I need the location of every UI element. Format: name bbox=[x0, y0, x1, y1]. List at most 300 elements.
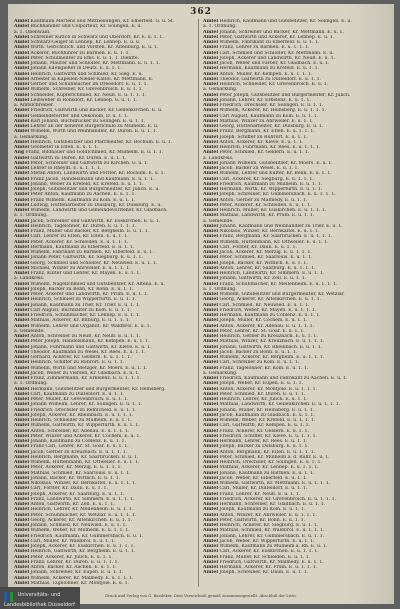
entry-name: Amſel bbox=[203, 244, 219, 250]
entry-text: Anton, Gaſtwirth, Kr. Zell. E. u. 1. 1. bbox=[30, 502, 115, 507]
entry-name: Amſel bbox=[203, 234, 219, 240]
entry-text: Wilhelm, Kaufmann zu Mülheim a. Rh. E. u. 1. bbox=[219, 544, 328, 549]
document-page bbox=[8, 4, 394, 604]
entry-text: Wilhelm, Hüttenmann, Kr. Ottweiler. E. u. 1. 1. bbox=[30, 460, 140, 465]
entry-text: Peter, Ackerer, Kr. Schleiden. E. u. 1. 1. bbox=[219, 202, 312, 208]
entry-text: Johann, Schmied, Kr. Neuwied. E. u. 1. 1. bbox=[30, 523, 127, 528]
entry-name: Amſel bbox=[203, 92, 219, 98]
entry-text: Joſeph, Schreiner, Kr. Daun. E. u. 1. 1. bbox=[219, 570, 309, 576]
entry-name: Amſel bbox=[14, 166, 30, 171]
entry-name: Amſel bbox=[14, 402, 30, 408]
entry-name: Amſel bbox=[203, 292, 219, 297]
entry-text: Lehrer an der höheren Bürgerſchule zu Mülheim. E. u. bbox=[30, 124, 159, 129]
entry-name: Amſel bbox=[14, 575, 30, 581]
entry-text: Wirth. Gerichtsſch. und Vorsteh. Kr. Altenbürg. E. u. 1. bbox=[30, 45, 159, 51]
entry-text: Anton, Lehrer, Kr. Saarburg. E. u. 1. 1. 1. bbox=[219, 265, 316, 271]
entry-name: Amſel bbox=[203, 239, 219, 245]
entry-name: Amſel bbox=[14, 313, 30, 318]
entry-name: Amſel bbox=[203, 507, 219, 513]
left-column bbox=[14, 19, 195, 589]
entry-name: Amſel bbox=[203, 197, 219, 203]
entry-text: Johann Wilhelm, Lehrer, Kr. Solingen. E. u. 1. 1. bbox=[30, 402, 143, 408]
entry-name: Amſel bbox=[14, 439, 30, 444]
entry-text: Franz Wilhelm, Kaufmann zu Köln. E. u. 1. 1. bbox=[30, 197, 136, 203]
entry-name: Ang bbox=[14, 150, 25, 156]
entry-text: Heinrich, Gerber zu Kreuznach. E. u. 1. 1. bbox=[219, 334, 318, 339]
entry-name: Amſel bbox=[203, 407, 219, 413]
entry-text: a. 1. Ordnung. bbox=[14, 213, 48, 219]
entry-name: Amſel bbox=[14, 197, 30, 203]
entry-name: Amſel bbox=[203, 428, 219, 434]
entry-text: a. 1. Obenwald. bbox=[14, 29, 51, 35]
entry-name: Amſel bbox=[14, 433, 30, 439]
entry-text: Peter, Schmied, Kr. Düren. E. u. 1. 1. bbox=[219, 391, 306, 397]
entry-text: Peter, Schreiner und Gaſtwirth zu Kirchen. G. u. 1. bbox=[30, 160, 149, 166]
entry-name: Amſel bbox=[14, 523, 30, 528]
page-footer: Druck und Verlag von G. Baedeker. Dem Verzeichniß gemäß zusammengestellt. Abschluß der Liste. bbox=[105, 593, 297, 598]
entry-name: Amſel bbox=[14, 108, 30, 114]
entry-text: a. Gemeinde. bbox=[14, 328, 45, 334]
entry-name: Amſel bbox=[14, 365, 30, 371]
entry-text: Peter Anton, Kaufmann zu Aachen. E. u. 1. 1. bbox=[30, 192, 136, 198]
entry-name: Amſel bbox=[203, 40, 219, 45]
entry-text: Johann, Gaſtwirth, Kr. Zell. E. u. 1. 1. bbox=[219, 276, 307, 282]
entry-text: Heinrich, Gaſtwirth, Kr. Bergheim. E. u. 1. 1. bbox=[30, 549, 136, 555]
entry-name: Amſel bbox=[14, 208, 30, 213]
entry-name: Amſel bbox=[203, 45, 219, 51]
entry-text: Franz, Zimmermann, Kr. Erkelenz. E. u. 1. 1. 1. bbox=[30, 376, 141, 381]
entry-text: Johann, Maurer und Schloſſer, Kr. Mettmann. E. u. 1. 1. bbox=[30, 61, 161, 66]
entry-text: Joſeph, Schiffer zu Ruhrort. E. u. 1. 1. bbox=[219, 134, 308, 140]
entry-text: Franz, Bildhauer und Goldſchmied, Kr. Mülheim. E. u. 1. 1. bbox=[25, 150, 164, 156]
entry-text: Jacob, Bäcker zu Wesel. E. u. 1. 1. bbox=[219, 166, 299, 171]
entry-text: Wilhelm, Ackerer, Kr. Malmedy. E. u. 1. 1. 1. bbox=[30, 575, 134, 581]
entry-text: Wilhelm, Ackerer, Kr. Heinsberg. E. u. 1. 1. 1. bbox=[219, 108, 326, 114]
entry-text: Joſeph, Ackerer, Kr. Euskirchen. E. u. 1. 1. 1. bbox=[30, 544, 135, 549]
entry-name: Amſel bbox=[14, 223, 30, 229]
entry-name: Amſel bbox=[203, 139, 219, 145]
entry-text: Wilhelm, Gutsbeſitzer und Bürgermeiſter, Kr. Wetzlar. bbox=[219, 292, 345, 297]
entry-name: Amſel bbox=[14, 302, 30, 308]
entry-name: Amſel bbox=[203, 108, 219, 114]
entry-text: Anton, Ackerer, Kr. Kleve. E. u. 1. 1. bbox=[219, 139, 304, 145]
entry-text: Schneider, Kupferſchmied, Kr. Neuß. E. u. 1. 1. 1. bbox=[30, 92, 147, 98]
entry-name: Amſel bbox=[14, 323, 30, 329]
entry-name: Amſel bbox=[14, 397, 30, 402]
entry-text: Georg, Schmied und Schloſſer, Kr. Neuwied. E. u. 1. 1. bbox=[30, 260, 158, 266]
entry-name: Amſel bbox=[14, 370, 30, 376]
entry-name: Amſel bbox=[203, 307, 219, 313]
entry-name: Amſel bbox=[203, 565, 219, 570]
entry-name: Amſel bbox=[203, 265, 219, 271]
entry-text: Mathias, Tagelöhner, Kr. Montjoie. E. u. 1. bbox=[30, 580, 130, 586]
entry-name: Amſel bbox=[14, 507, 30, 513]
entry-name: Amſel bbox=[14, 50, 30, 56]
entry-name: Amſel bbox=[203, 160, 219, 166]
entry-text: Carl, Müller, Kr. Düſſeldorf. E. u. 1. 1. bbox=[219, 486, 308, 492]
entry-text: Heinrich, Ackerer, Kr. Siegburg. E. u. 1. 1. bbox=[219, 523, 319, 528]
entry-name: Amſel bbox=[203, 166, 219, 171]
entry-name: Amſel bbox=[14, 565, 30, 570]
entry-name: Amſel bbox=[203, 97, 219, 103]
entry-name: Amſel bbox=[14, 517, 30, 523]
entry-text: Johann, Bäcker, Kr. Wittlich. E. u. 1. 1. bbox=[30, 475, 121, 481]
entry-text: Johann, Lehrer, Kr. Gummersbach. E. u. 1. 1. bbox=[219, 533, 325, 539]
entry-name: Amſel bbox=[14, 82, 30, 87]
entry-name: Amſel bbox=[203, 34, 219, 40]
entry-name: Amſel bbox=[14, 271, 30, 276]
entry-name: Amſel bbox=[14, 544, 30, 549]
entry-text: Carl August, Kaufmann zu Köln. E. u. 1. 1. bbox=[219, 113, 319, 119]
entry-text: Peter, Gaſtwirth und Ackerer, Kr. Lennep. E. u. 1. bbox=[219, 34, 335, 40]
entry-text: a. Landkreis. bbox=[14, 276, 45, 282]
entry-text: Johann Wilhelm, Gutsbeſitzer, Kr. Moers. E. u. 1. bbox=[219, 160, 333, 166]
column-divider bbox=[198, 19, 199, 587]
entry-text: a. 1. Ordnung. bbox=[203, 286, 237, 292]
entry-name: Amſel bbox=[14, 239, 30, 245]
entry-name: Amſel bbox=[14, 344, 30, 350]
entry-text: Joſeph, Ackerer, Kr. Rheinbach. E. u. 1. 1. 1. bbox=[30, 412, 134, 418]
entry-name: Amſel bbox=[14, 496, 30, 502]
list-item bbox=[203, 570, 388, 575]
entry-name: Amſel bbox=[203, 82, 219, 87]
entry-text: Geometer in Eſſen. E. u. 1. 1. bbox=[30, 145, 99, 150]
entry-text: Carl August, Buchhalter zu Köln. E. u. 1. 1. bbox=[30, 307, 132, 313]
entry-text: Carl, Schmied und Schloſſer, Kr. Mettmann. E. u. bbox=[219, 50, 334, 56]
entry-name: Amſel bbox=[14, 533, 30, 539]
entry-name: Amſel bbox=[14, 97, 30, 103]
entry-name: Amſel bbox=[203, 402, 219, 408]
entry-name: Amſel bbox=[14, 318, 30, 324]
entry-text: Leinweber in Ronsdorf, Kr. Lennep. G. u. 1. 1. bbox=[30, 97, 138, 103]
entry-name: Amſel bbox=[14, 218, 30, 224]
entry-text: Mathias, Ackerer, Kr. Lennep. E. u. 1. 1. 1. bbox=[219, 465, 319, 471]
entry-text: Anton, Ackerer, Kr. Adenau. E. u. 1. 1. 1. bbox=[219, 323, 315, 329]
entry-text: Joſeph, Bäcker zu Duisburg. E. u. 1. 1. bbox=[219, 444, 309, 450]
entry-text: Jacob, Schreiner und Gaſtwirth, Kr. Euskirchen. E. u. 1. bbox=[30, 218, 161, 224]
entry-name: Amſel bbox=[203, 281, 219, 287]
entry-text: Stefan Anton, Landwirth und Förſter, Kr. Bochum. E. u. 1. bbox=[30, 171, 166, 177]
entry-text: Peter, Ackerer, Kr. Jülich. E. u. 1. 1. bbox=[30, 554, 113, 560]
entry-text: Ludwig, Hüttenarbeiter zu Duisburg, Kr. Duisburg. E. u. bbox=[30, 202, 162, 208]
entry-name: Amſel bbox=[14, 460, 30, 465]
entry-text: Franz, Bergmann, Kr. Saarbrücken. E. u. 1. 1. 1. bbox=[219, 234, 333, 240]
entry-name: Amſel bbox=[203, 344, 219, 350]
entry-text: Jacob, Weber, Kr. Wipperfürth. E. u. 1. 1. bbox=[219, 538, 315, 544]
entry-text: a. Gemarkung. bbox=[203, 87, 238, 93]
entry-name: Amſel bbox=[203, 271, 219, 276]
entry-name: Amſel bbox=[14, 428, 30, 434]
entry-name: Amſel bbox=[14, 202, 30, 208]
entry-name: Amſel bbox=[203, 365, 219, 371]
entry-name: Amſel bbox=[203, 276, 219, 282]
entry-text: Hermann, Kaufmann zu Coblenz. E. u. 1. 1. bbox=[219, 313, 321, 318]
entry-text: Wilhelm, Gaſtwirth, Kr. Mettmann. E. u. 1. 1. 1. bbox=[219, 481, 331, 486]
entry-name: Amſel bbox=[203, 397, 219, 402]
entry-name: Amſel bbox=[203, 145, 219, 150]
entry-name: Amſel bbox=[14, 486, 30, 492]
entry-text: a. Gemarkung. bbox=[203, 370, 238, 376]
entry-name: Amſel bbox=[203, 297, 219, 303]
entry-name: Amſel bbox=[203, 229, 219, 234]
entry-text: Mathias, Schmied, Kr. Saarlouis. E. u. 1. 1. bbox=[30, 470, 131, 476]
entry-text: Peter Joſeph, Handelsmann, Kr. Kempen. E. u. 1. 1. bbox=[30, 339, 150, 345]
entry-text: Johann, Müller, Kr. Heinsberg. E. u. 1. 1. bbox=[219, 407, 315, 413]
entry-text: Peter, Schmied, Kr. Mülheim a. d. Ruhr. E. u. 1. bbox=[219, 454, 330, 460]
entry-text: Franz, Bergmann, Kr. Eſſen. E. u. 1. 1. 1. bbox=[219, 129, 315, 135]
entry-text: Heinrich, Bergmann, Kr. Saarbrücken. E. u. 1. bbox=[30, 454, 139, 460]
entry-text: Buchhändler und Colporteur, Kr. Solingen. E. u. bbox=[30, 24, 143, 30]
entry-text: Georg, Ackerer, Kr. Altenkirchen. E. u. 1. 1. bbox=[30, 517, 132, 523]
entry-text: Peter, Schuhmacher, Kr. Wetzlar. E. u. 1. 1. 1. bbox=[30, 512, 137, 518]
entry-name: Amſel bbox=[203, 129, 219, 135]
entry-name: Amſel bbox=[203, 260, 219, 266]
entry-text: Georg, Ackerer, Kr. Altenkirchen. E. u. 1. 1. bbox=[219, 297, 321, 303]
entry-name: Amſel bbox=[203, 50, 219, 56]
entry-text: Heinrich, Schneider zu Mülheim. E. u. 1. 1. bbox=[30, 418, 132, 423]
entry-name: Amſel bbox=[203, 376, 219, 381]
entry-name: Amſel bbox=[14, 145, 30, 150]
entry-name: Amſel bbox=[203, 339, 219, 345]
entry-name: Amſel bbox=[14, 465, 30, 471]
entry-name: Amſel bbox=[14, 475, 30, 481]
entry-text: Peter Joſeph, Gutsbeſitzer und Bürgermeiſter, Kr. Jülich. bbox=[219, 92, 351, 98]
entry-name: Amſel bbox=[203, 313, 219, 318]
entry-text: Wilhelm, Lehrer und Küſter, Kr. Bonn. E. u. 1. 1. bbox=[219, 171, 332, 177]
entry-name: Amſel bbox=[203, 549, 219, 555]
entry-name: Amſel bbox=[203, 433, 219, 439]
entry-name: Amſel bbox=[203, 213, 219, 219]
entry-text: Wilhelm, Hüttenmann, Kr. Ottweiler. E. u. 1. 1. bbox=[219, 239, 329, 245]
entry-text: Friedrich, Drechsler zu Remſcheid. E. u. 1. 1. bbox=[30, 407, 137, 413]
entry-name: Amſel bbox=[14, 281, 30, 287]
entry-text: Jacob, Weber, Kr. Elberfeld. E. u. 1. 1. bbox=[219, 475, 308, 481]
entry-name: Amſel bbox=[14, 418, 30, 423]
entry-text: Friedrich, Schuhmacher, Kr. Lennep. E. u. 1. 1. bbox=[30, 313, 141, 318]
entry-name: Amſel bbox=[14, 234, 30, 240]
entry-name: Amſel bbox=[14, 297, 30, 303]
entry-name: Amſel bbox=[203, 386, 219, 392]
entry-text: Friedrich, Schiffer, Kr. Kleve. E. u. 1. 1. 1. bbox=[219, 433, 318, 439]
entry-text: Kaufmann Mertens und Mittheilungen, Kr. Elberfeld. G. u. St. bbox=[30, 19, 175, 24]
entry-text: Anton, Schreiner zu Neuß, Kr. Neuß. E. u. 1. 1. bbox=[30, 334, 141, 339]
entry-name: Amſel bbox=[203, 465, 219, 471]
entry-text: Theodor, Kaufmann zu Wesel, Kr. Rees. E. u. 1. 1. bbox=[30, 349, 146, 355]
entry-name: Amſel bbox=[203, 502, 219, 507]
entry-text: Hermann, Gutsbeſitzer und Bürgermeiſter, Kr. Heinsberg. bbox=[30, 386, 166, 392]
entry-name: Amſel bbox=[14, 334, 30, 339]
entry-name: Amſel bbox=[203, 29, 219, 35]
entry-text: a. 1. Ordnung. bbox=[14, 381, 48, 387]
entry-text: Franz, Tagelöhner, Kr. Köln. E. u. 1. 1. bbox=[219, 365, 309, 371]
entry-text: Mathias, Schmied, Kr. Waldbröl. E. u. 1. 1. 1. bbox=[219, 528, 325, 534]
entry-text: Nikolaus, Winzer, Kr. Bernkaſtel. E. u. 1. 1. bbox=[219, 229, 320, 234]
entry-text: Johann, Kaufmann und Weinhändler zu Trier. E. u. 1. bbox=[219, 223, 343, 229]
entry-text: Peter, Schmied, Kr. Geldern. E. u. 1. 1. bbox=[219, 150, 310, 156]
entry-text: Mathias, Landwirth, Kr. Prüm. E. u. 1. 1. bbox=[219, 213, 315, 219]
entry-name: Amſel bbox=[14, 176, 30, 182]
entry-name: Amſel bbox=[14, 155, 30, 161]
entry-name: Amſel bbox=[203, 481, 219, 486]
entry-name: Amſel bbox=[203, 423, 219, 429]
entry-name: Amſel bbox=[203, 55, 219, 61]
entry-name: Amſel bbox=[14, 181, 30, 187]
entry-text: Johann, Fuhrmann und Gaſtwirth, Kr. Kleve. E. u. 1. bbox=[30, 344, 152, 350]
entry-name: Amſel bbox=[14, 528, 30, 534]
logo-text-1: Universitäts- und bbox=[17, 592, 61, 598]
entry-text: Heinrich, Schmied zu Wipperfürth. E. u. 1. 1. bbox=[30, 297, 137, 303]
entry-text: Johann, Schreiner, Kr. Eupen. E. u. 1. 1. bbox=[30, 570, 124, 576]
entry-name: Amſel bbox=[203, 323, 219, 329]
page-number: 362 bbox=[190, 7, 212, 17]
entry-text: Heinrich, Müller, Kr. Euskirchen. E. u. 1. 1. 1. bbox=[219, 208, 327, 213]
entry-text: Johann, Schreiner und Bäcker, Kr. Mettmann. E. u. 1. bbox=[219, 29, 344, 35]
entry-text: Franz, Schuhmacher, Kr. Meiſenheim. E. u. 1. 1. 1. bbox=[219, 281, 338, 287]
entry-name: Amſel bbox=[14, 192, 30, 198]
entry-name: Amſel bbox=[203, 533, 219, 539]
entry-name: Amſel bbox=[14, 412, 30, 418]
entry-name: Amſel bbox=[14, 87, 30, 93]
entry-name: Amſel bbox=[14, 118, 30, 124]
entry-text: Lehrer in Rheydt. E. u. 1. 1. 1. bbox=[30, 166, 102, 171]
entry-name: Amſel bbox=[203, 460, 219, 465]
entry-name: Amſel bbox=[14, 113, 30, 119]
entry-name: Amſel bbox=[203, 202, 219, 208]
entry-name: Amſel bbox=[14, 139, 30, 145]
entry-name: Amſel bbox=[203, 76, 219, 82]
entry-name: Amſel bbox=[14, 549, 30, 555]
entry-name: Amſel bbox=[203, 391, 219, 397]
entry-text: Theodor, Gaſtwirth zu Düſſeldorf. E. u. 1. 1. bbox=[219, 76, 321, 82]
entry-text: Wilhelm, Fabrikant zu Barmen, Kr. Elberfeld. E. u. 1. bbox=[30, 250, 154, 255]
entry-text: Mathias, Ackerer, Kr. Bitburg. E. u. 1. 1. 1. bbox=[30, 318, 131, 324]
entry-text: Friedrich, Ackerer, Kr. Grevenbroich. E. u. 1. 1. 1. bbox=[219, 496, 337, 502]
entry-name: Amſel bbox=[203, 486, 219, 492]
entry-name: Amſel bbox=[203, 192, 219, 198]
entry-text: Johann, Kaufmann zu Coblenz. E. u. 1. 1. bbox=[30, 439, 126, 444]
entry-text: Peter, Ackerer, Kr. Schleiden. E. u. 1. 1. 1. bbox=[30, 239, 129, 245]
entry-text: Joſeph, Ackerer, Kr. Saarburg. E. u. 1. 1. bbox=[30, 491, 125, 497]
entry-name: Amſel bbox=[203, 449, 219, 455]
entry-text: Jacob, Ackerer, Kr. Merzig. E. u. 1. 1. 1. bbox=[219, 250, 312, 255]
entry-text: Heinrich, Gaſtwirth und Schmied, Kr. Sieg. E. u. bbox=[30, 71, 143, 77]
entry-name: Amſel bbox=[203, 302, 219, 308]
entry-text: Anton, Bäcker, Kr. Aachen. E. u. 1. 1. bbox=[30, 565, 117, 570]
entry-name: Amſel bbox=[14, 250, 30, 255]
entry-name: Amſel bbox=[14, 386, 30, 392]
entry-text: Heinrich, Gutsbeſitzer und Pfarrmeiſter, Kr. Bochum. E. u. 1. bbox=[30, 139, 173, 145]
entry-text: Jacob, Bäcker zu Bonn. E. u. 1. 1. bbox=[219, 349, 298, 355]
logo-text-2: Landesbibliothek Düsseldorf bbox=[4, 602, 75, 608]
entry-name: Amſel bbox=[14, 449, 30, 455]
entry-text: Joſeph, Weber, Kr. Eupen. E. u. 1. 1. bbox=[219, 381, 303, 387]
entry-text: Heinrich, Fuhrmann, Kr. Rees. E. u. 1. 1. 1. bbox=[219, 145, 321, 150]
entry-text: Hermann, Ackerer, Kr. Prüm. E. u. 1. 1. 1. bbox=[219, 565, 318, 570]
entry-name: Amſel bbox=[14, 538, 30, 544]
entry-text: Franz, Lehrer zu Barmen. E. u. 1. 1. 1. bbox=[219, 45, 310, 51]
entry-text: Franz, Lehrer, Kr. Neuß. E. u. 1. 1. bbox=[219, 491, 301, 497]
entry-text: Joſeph, Kaufmann zu Köln. E. u. 1. 1. bbox=[219, 507, 306, 513]
entry-text: Gerber und Schuhmacher im Dreesdorf. E. u. 1. 1. bbox=[30, 82, 149, 87]
entry-name: Amſel bbox=[203, 523, 219, 528]
entry-text: a. Landkreis. bbox=[203, 155, 234, 161]
entry-text: Carl, Müller, Kr. Waldbröl. E. u. 1. 1. bbox=[30, 538, 116, 544]
entry-name: Amſel bbox=[203, 208, 219, 213]
entry-name: Amſel bbox=[14, 260, 30, 266]
entry-text: Hermann, Kaufmann zu Krefeld. E. u. 1. 1. bbox=[219, 66, 320, 72]
entry-name: Amſel bbox=[203, 181, 219, 187]
entry-text: Carl, Ackerer, Kr. Euskirchen. E. u. 1. 1. 1. bbox=[219, 549, 319, 555]
entry-text: Heinrich, Drechsler, Kr. Solingen. E. u. 1. 1. bbox=[219, 460, 322, 465]
entry-name: Amſel bbox=[203, 360, 219, 366]
entry-text: Carl, Schmied, Kr. Neuwied. E. u. 1. 1. bbox=[219, 302, 310, 308]
entry-text: Heinrich, Landwirth, Kr. Simmern. E. u. 1. 1. bbox=[219, 271, 325, 276]
entry-text: Friedrich, Gaſtwirth, Kr. Malmedy. E. u. 1. 1. bbox=[219, 559, 324, 565]
entry-text: Jacob, Weber und Färber, Kr. Gladbach. E. u. 1. bbox=[219, 61, 330, 66]
entry-text: Heinrich, Lehrer, Kr. Jülich. E. u. 1. 1. bbox=[219, 397, 308, 402]
entry-text: Franz, Landwirth, Kr. Simmern. E. u. 1. 1. 1. bbox=[30, 496, 135, 502]
entry-text: Peter, Schulmeiſter zu Ems. E. u. 1. 1. Dienſte. bbox=[30, 55, 140, 61]
entry-text: a. Gemeinde. bbox=[203, 218, 234, 224]
entry-text: a. Amtsſchreiber. bbox=[14, 103, 54, 108]
entry-text: Anton, Bergmann, Kr. Eſſen. E. u. 1. 1. 1. bbox=[219, 449, 316, 455]
entry-name: Amſel bbox=[14, 129, 30, 135]
entry-text: Gaſtwirth zu Düren, Kr. Düren. E. u. 1. 1. bbox=[30, 155, 127, 161]
entry-name: Amſel bbox=[203, 544, 219, 549]
entry-name: Amſel bbox=[203, 418, 219, 423]
entry-name: Amſel bbox=[14, 19, 30, 24]
entry-name: Amſel bbox=[203, 176, 219, 182]
entry-name: Amſel bbox=[14, 160, 30, 166]
entry-name: Amſel bbox=[14, 391, 30, 397]
entry-text: Carl, Kaufmann zu Düſſeldorf. E. u. 1. 1. bbox=[30, 391, 125, 397]
entry-name: Amſel bbox=[14, 454, 30, 460]
entry-text: Michael, Winzer zu Ahrweiler. E. u. 1. 1. 1. bbox=[30, 265, 131, 271]
entry-name: Amſel bbox=[203, 475, 219, 481]
entry-text: Anton, Ackerer, Kr. Montjoie. E. u. 1. 1. 1. bbox=[219, 386, 318, 392]
entry-text: Anton, Gerber zu Malmedy. E. u. 1. 1. bbox=[219, 197, 308, 203]
entry-text: Johann, Lehrer, Kr. Erkelenz. E. u. 1. 1. bbox=[219, 97, 311, 103]
entry-text: Heinrich, Lehrer, Kr. Meiſenheim. E. u. 1. 1. bbox=[30, 507, 134, 513]
entry-name: Amſel bbox=[14, 45, 30, 51]
entry-text: Johann, Kaufmann zu Trier, Kr. Trier. E. u. 1. 1. bbox=[30, 302, 141, 308]
entry-name: Amſel bbox=[203, 61, 219, 66]
entry-name: Amſel bbox=[14, 349, 30, 355]
entry-text: Wilhelm, Fabrikant zu Elberfeld. E. u. 1. 1. bbox=[219, 40, 320, 45]
entry-name: Amſel bbox=[203, 250, 219, 255]
entry-name: Amſel bbox=[14, 491, 30, 497]
entry-text: Schreiner Kutſch in Schwarz und Oberdorf, Kr. E. u. 1. 1. bbox=[30, 34, 164, 40]
entry-text: Mathias, Landwirth, Kr. Geilenkirchen. E. u. 1. 1. 1. bbox=[219, 402, 341, 408]
entry-name: Amſel bbox=[14, 24, 30, 30]
entry-text: Jacob, Kaufmann zu Gladbach. E. u. 1. 1. bbox=[219, 412, 315, 418]
entry-name: Amſel bbox=[14, 559, 30, 565]
entry-text: Peter, Schmied, Kr. Saarlouis. E. u. 1. 1. bbox=[219, 255, 313, 261]
entry-text: Johann, Gaſtwirth, Kr. Rheinbach. E. u. 1. 1. bbox=[219, 344, 323, 350]
entry-text: Wilhelm, Schreiner, Kr. Grevenbroich. E. u. 1. 1. bbox=[30, 87, 144, 93]
entry-text: Wilhelm, Ackerer, Kr. Bergheim. E. u. 1. 1. 1. bbox=[219, 355, 325, 360]
entry-name: Amſel bbox=[203, 528, 219, 534]
entry-name: Amſel bbox=[203, 355, 219, 360]
entry-name: Amſel bbox=[14, 444, 30, 450]
entry-text: Wilhelm, Weber, Kr. Krefeld. E. u. 1. 1. 1. bbox=[219, 418, 316, 423]
entry-text: Wilhelm, Lehrer und Organiſt, Kr. Waldbröl. E. u. 1. bbox=[30, 323, 152, 329]
entry-text: Jacob, Gerber zu Kreuznach. E. u. 1. 1. 1. bbox=[30, 449, 128, 455]
entry-text: Wilhelm, Weber, Kr. Mülheim. E. u. 1. 1. 1. bbox=[30, 528, 130, 534]
list-item bbox=[14, 581, 195, 586]
entry-text: Wilhelm, Wirth und Metzger, Kr. Moers. E. u. 1. 1. bbox=[30, 365, 148, 371]
entry-name: Amſel bbox=[203, 334, 219, 339]
